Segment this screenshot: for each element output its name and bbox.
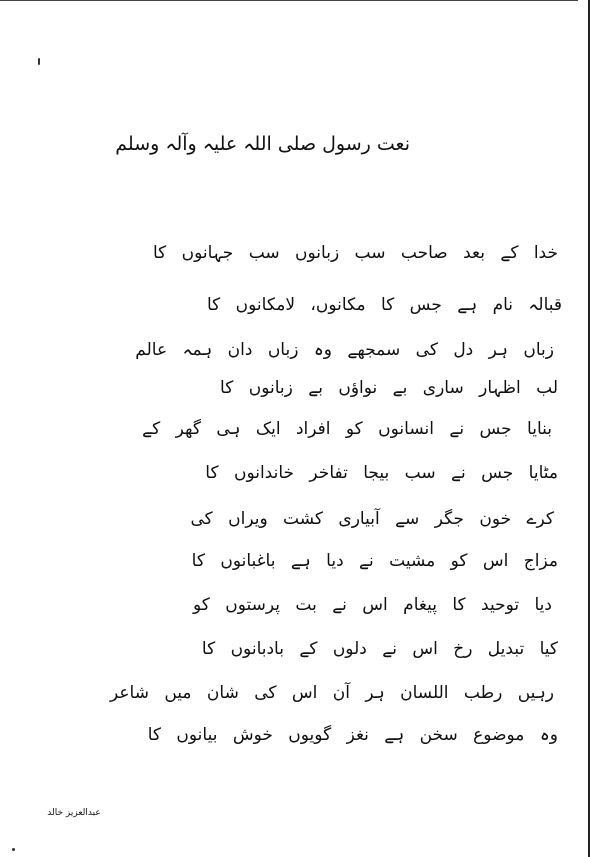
verse-line-3: زباں ہر دل کی سمجھے وہ زباں دان ہمہ عالم xyxy=(135,340,554,360)
author-signature: عبدالعزیز خالد xyxy=(47,808,101,818)
verse-line-2: قبالہ نام ہے جس کا مکانوں، لامکانوں کا xyxy=(206,295,562,315)
top-border-line xyxy=(0,0,578,1)
ink-speck xyxy=(38,58,40,65)
verse-line-9: دیا توحید کا پیغام اس نے بت پرستوں کو xyxy=(192,595,552,615)
poem-title: نعت رسول صلی اللہ علیہ وآلہ وسلم xyxy=(115,133,410,155)
verse-line-4: لب اظہار ساری بے نواؤں بے زبانوں کا xyxy=(220,378,558,398)
verse-line-5: بنایا جس نے انسانوں کو افراد ایک ہی گھر کے xyxy=(142,419,552,439)
verse-line-1: خدا کے بعد صاحب سب زبانوں سب جہانوں کا xyxy=(152,243,558,263)
verse-line-8: مزاج اس کو مشیت نے دیا ہے باغبانوں کا xyxy=(191,551,558,571)
ink-speck xyxy=(12,848,15,851)
verse-line-6: مٹایا جس نے سب بیجا تفاخر خاندانوں کا xyxy=(205,463,558,483)
verse-line-7: کرے خون جگر سے آبیاری کشت ویراں کی xyxy=(190,509,554,529)
verse-line-11: رہیں رطب اللسان ہر آن اس کی شان میں شاعر xyxy=(110,683,554,703)
verse-line-12: وہ موضوع سخن ہے نغز گویوں خوش بیانوں کا xyxy=(147,725,558,745)
verse-line-10: کیا تبدیل رخ اس نے دلوں کے بادبانوں کا xyxy=(201,639,558,659)
